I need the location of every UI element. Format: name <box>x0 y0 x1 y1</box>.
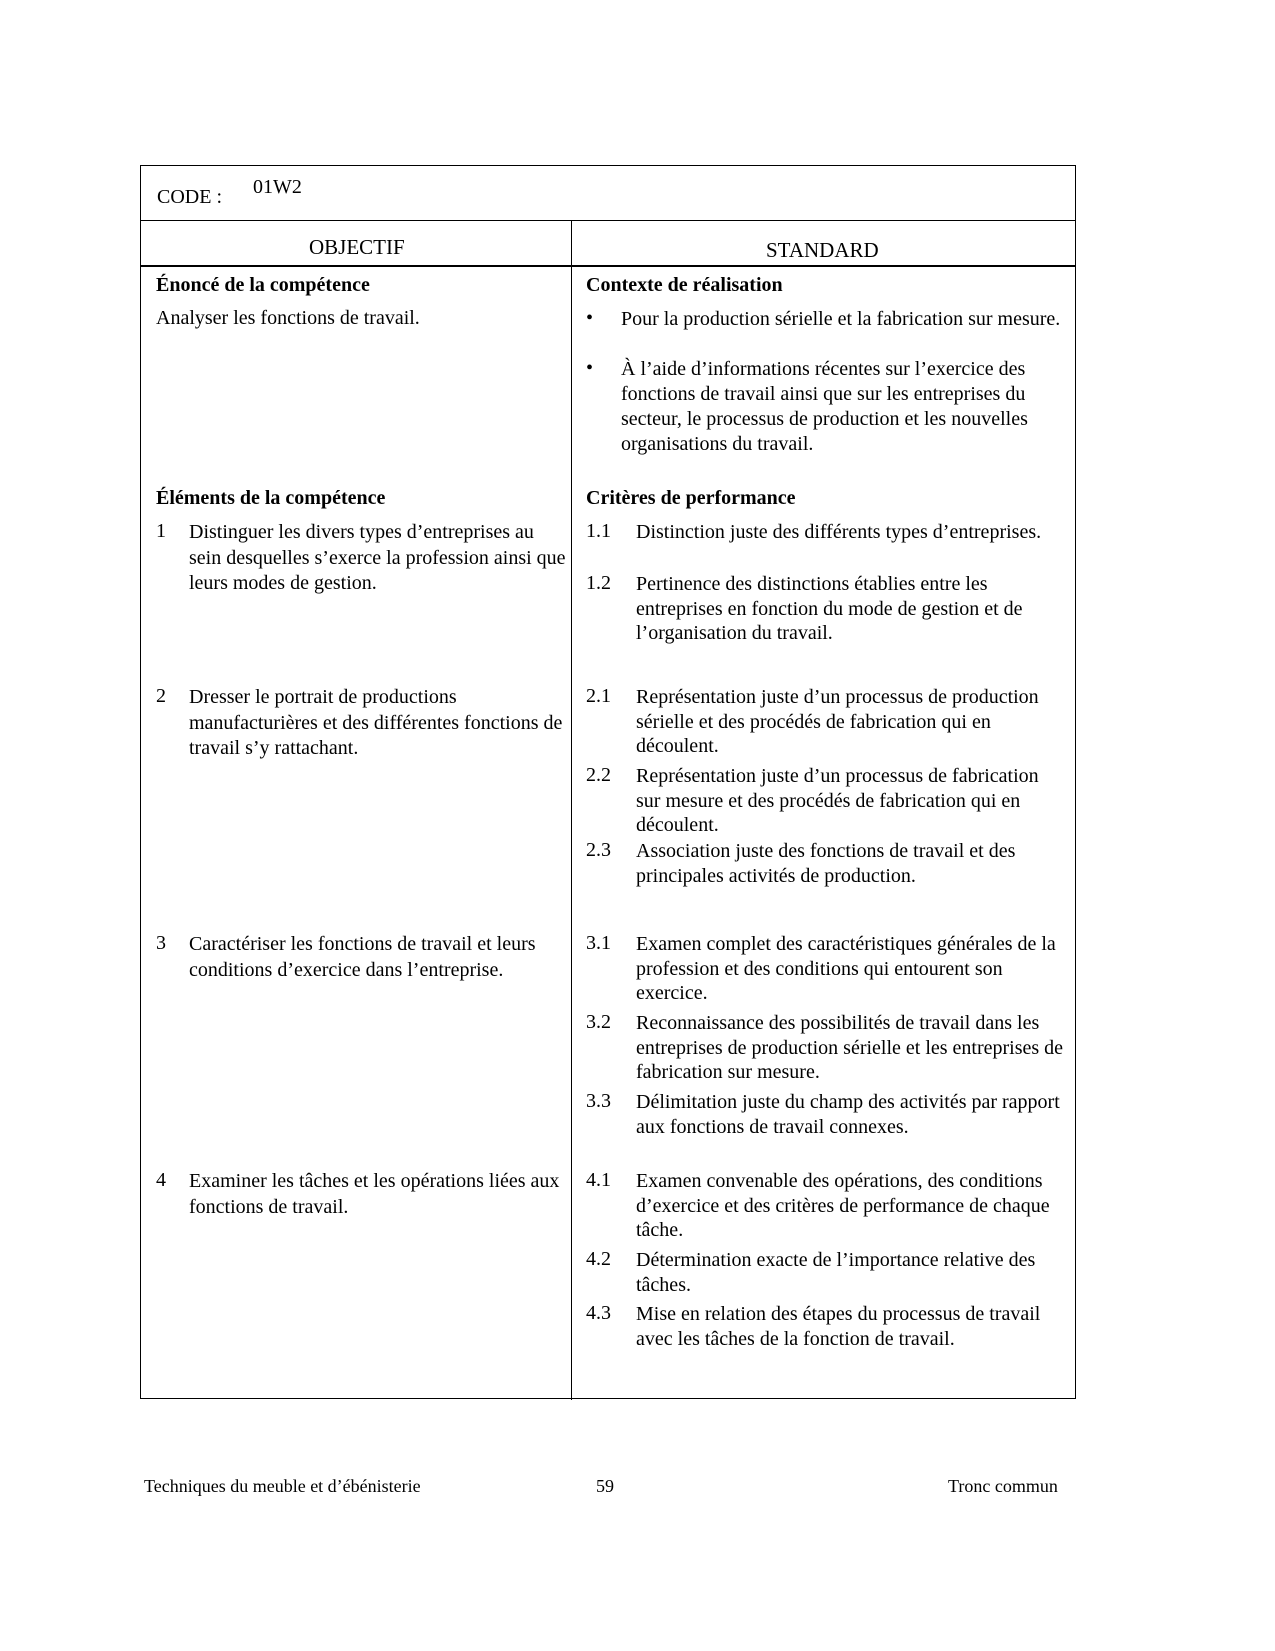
element-text: Dresser le portrait de productions manufacturières et des différentes fonctions de travail s’y rattachant. <box>189 686 563 759</box>
element-number: 3 <box>156 932 166 954</box>
contexte-bullet-text: À l’aide d’informations récentes sur l’exercice des fonctions de travail ainsi que sur les entreprises du secteur, le processus de production et les nouvelles organisations du travail. <box>621 358 1028 455</box>
code-label: CODE : <box>157 186 222 208</box>
critere-text: Association juste des fonctions de travail et des principales activités de production. <box>636 840 1016 887</box>
bullet-icon: • <box>586 307 594 329</box>
critere-text: Représentation juste d’un processus de fabrication sur mesure et des procédés de fabrication qui en découlent. <box>636 765 1039 836</box>
critere-text: Pertinence des distinctions établies entre les entreprises en fonction du mode de gestion et de l’organisation du travail. <box>636 573 1023 644</box>
element-number: 1 <box>156 520 166 542</box>
critere-text: Délimitation juste du champ des activités par rapport aux fonctions de travail connexes. <box>636 1091 1060 1138</box>
footer-left: Techniques du meuble et d’ébénisterie <box>144 1476 421 1496</box>
enonce-title: Énoncé de la compétence <box>156 274 370 296</box>
criteres-title: Critères de performance <box>586 487 796 509</box>
objectif-header: OBJECTIF <box>309 235 405 259</box>
critere-text: Détermination exacte de l’importance relative des tâches. <box>636 1249 1036 1296</box>
element-text: Distinguer les divers types d’entreprises au sein desquelles s’exerce la profession ainsi que leurs modes de gestion. <box>189 521 566 594</box>
critere-text: Distinction juste des différents types d’entreprises. <box>636 521 1042 543</box>
critere-number: 1.2 <box>586 572 611 594</box>
element-number: 4 <box>156 1169 166 1191</box>
element-number: 2 <box>156 685 166 707</box>
contexte-bullet-text: Pour la production sérielle et la fabrication sur mesure. <box>621 308 1061 330</box>
critere-number: 2.3 <box>586 839 611 861</box>
elements-title: Éléments de la compétence <box>156 487 386 509</box>
critere-number: 3.1 <box>586 932 611 954</box>
critere-number: 4.2 <box>586 1248 611 1270</box>
contexte-title: Contexte de réalisation <box>586 274 783 296</box>
critere-text: Représentation juste d’un processus de production sérielle et des procédés de fabrication qui en découlent. <box>636 686 1039 757</box>
critere-text: Examen complet des caractéristiques générales de la profession et des conditions qui entourent son exercice. <box>636 933 1056 1004</box>
element-text: Caractériser les fonctions de travail et leurs conditions d’exercice dans l’entreprise. <box>189 933 536 981</box>
column-header-row <box>141 221 1075 267</box>
critere-text: Reconnaissance des possibilités de travail dans les entreprises de production sérielle et les entreprises de fabrication sur mesure. <box>636 1012 1064 1083</box>
bullet-icon: • <box>586 357 594 379</box>
footer-right: Tronc commun <box>948 1476 1058 1496</box>
element-text: Examiner les tâches et les opérations liées aux fonctions de travail. <box>189 1170 560 1218</box>
standard-header: STANDARD <box>766 238 879 262</box>
critere-number: 2.2 <box>586 764 611 786</box>
critere-number: 4.3 <box>586 1302 611 1324</box>
critere-text: Examen convenable des opérations, des conditions d’exercice et des critères de performance de chaque tâche. <box>636 1170 1050 1241</box>
critere-number: 4.1 <box>586 1169 611 1191</box>
code-value: 01W2 <box>253 176 302 198</box>
critere-number: 3.2 <box>586 1011 611 1033</box>
code-row <box>141 166 1075 221</box>
competency-table <box>140 165 1076 1399</box>
critere-number: 3.3 <box>586 1090 611 1112</box>
critere-number: 2.1 <box>586 685 611 707</box>
critere-text: Mise en relation des étapes du processus de travail avec les tâches de la fonction de travail. <box>636 1303 1041 1350</box>
column-divider <box>571 221 572 1400</box>
enonce-text: Analyser les fonctions de travail. <box>156 307 420 329</box>
page-number: 59 <box>596 1476 614 1496</box>
critere-number: 1.1 <box>586 520 611 542</box>
